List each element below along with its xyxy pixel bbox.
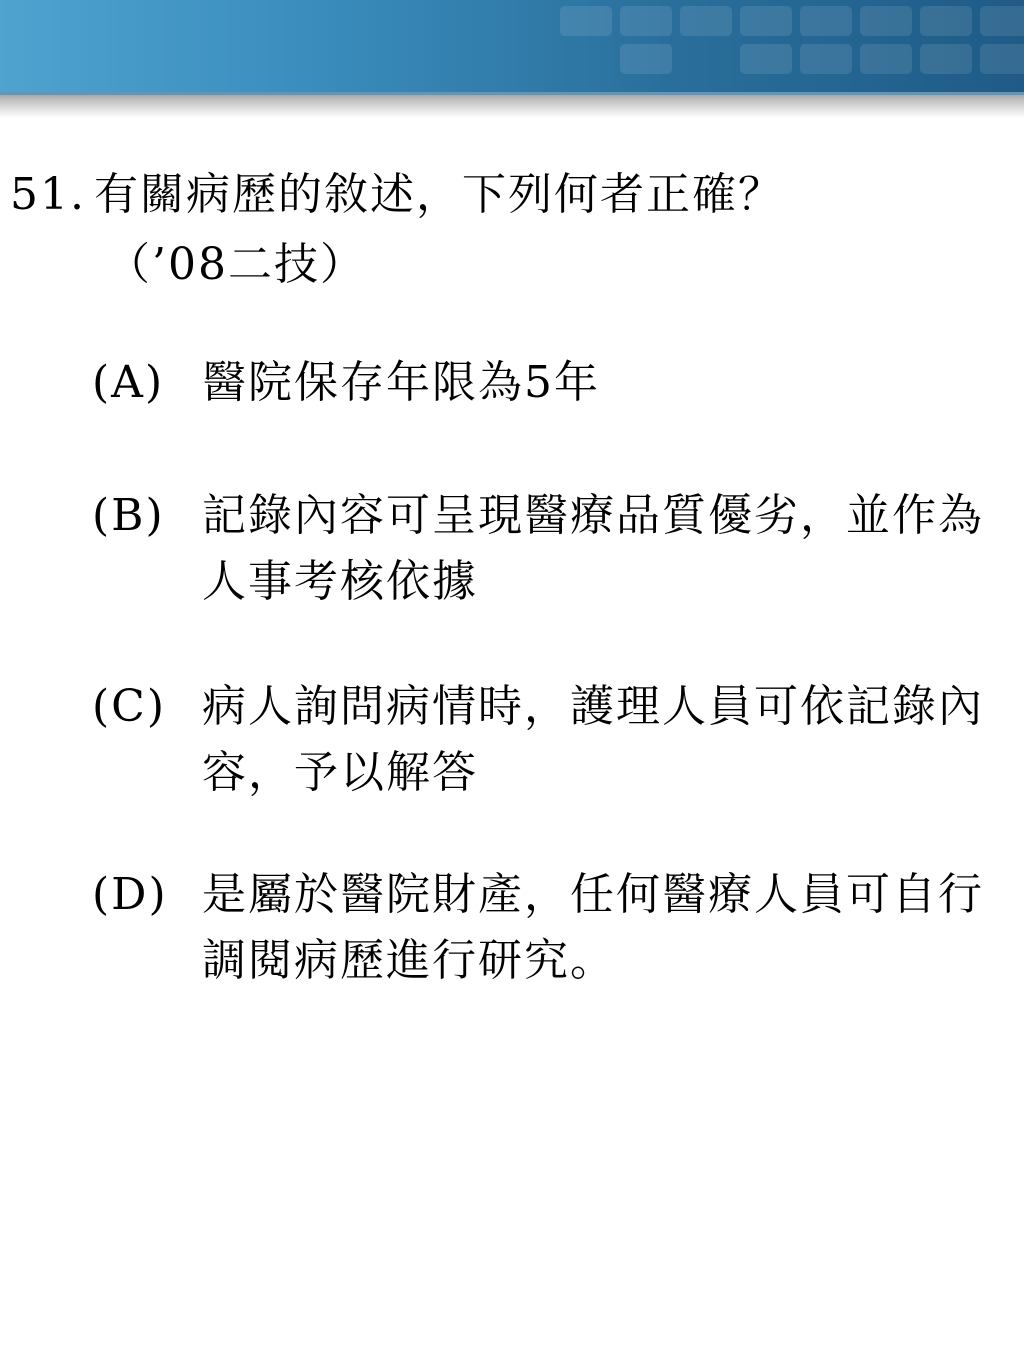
option-text: 病人詢問病情時，護理人員可依記錄內容，予以解答 bbox=[202, 681, 984, 798]
banner-decoration bbox=[680, 6, 732, 36]
banner-decoration bbox=[860, 44, 912, 74]
banner-decoration bbox=[860, 6, 912, 36]
option-label: (B) bbox=[92, 490, 165, 541]
banner-decoration bbox=[800, 6, 852, 36]
option-b bbox=[92, 483, 1002, 615]
banner-decoration bbox=[800, 44, 852, 74]
banner-decoration bbox=[560, 6, 612, 36]
option-text: 是屬於醫院財產，任何醫療人員可自行調閱病歷進行研究。 bbox=[202, 869, 984, 986]
question-number: 51. bbox=[10, 169, 86, 220]
question-stem bbox=[10, 160, 1010, 300]
banner-decoration bbox=[740, 6, 792, 36]
question-source: （’08二技） bbox=[106, 239, 366, 290]
option-text: 記錄內容可呈現醫療品質優劣，並作為人事考核依據 bbox=[202, 490, 984, 607]
question-text: 有關病歷的敘述，下列何者正確？ bbox=[94, 169, 784, 220]
banner-decoration bbox=[980, 6, 1024, 36]
banner-decoration bbox=[740, 44, 792, 74]
banner-decoration bbox=[920, 44, 972, 74]
banner-shadow bbox=[0, 92, 1024, 118]
banner-decoration bbox=[620, 6, 672, 36]
option-a bbox=[92, 350, 1002, 416]
banner-decoration bbox=[620, 44, 672, 74]
option-label: (A) bbox=[92, 357, 165, 408]
option-text: 醫院保存年限為5年 bbox=[202, 357, 600, 408]
banner-decoration bbox=[920, 6, 972, 36]
banner-decoration bbox=[980, 44, 1024, 74]
option-label: (D) bbox=[92, 869, 168, 920]
option-label: (C) bbox=[92, 681, 166, 732]
option-c bbox=[92, 674, 1002, 806]
option-d bbox=[92, 862, 1002, 994]
banner-divider bbox=[0, 92, 1024, 95]
header-banner bbox=[0, 0, 1024, 92]
